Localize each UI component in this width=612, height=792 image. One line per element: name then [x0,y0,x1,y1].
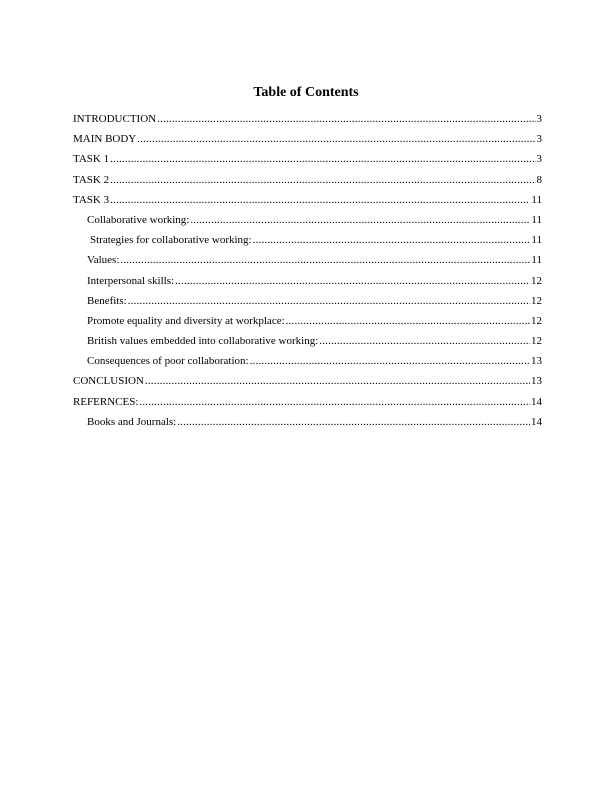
toc-list [73,112,542,435]
toc-dot-leader [157,112,535,126]
toc-entry-label: MAIN BODY [73,133,137,146]
toc-entry-page: 12 [531,314,542,327]
toc-entry-british-values[interactable] [73,334,542,354]
toc-title: Table of Contents [253,85,359,100]
toc-entry-task-1[interactable] [73,152,542,172]
toc-entry-collaborative-working[interactable] [73,213,542,233]
toc-entry-label: British values embedded into collaborative working: [87,335,319,348]
toc-entry-books-journals[interactable] [73,415,542,435]
toc-entry-conclusion[interactable] [73,374,542,394]
toc-entry-label: CONCLUSION [73,375,144,388]
toc-entry-task-3[interactable] [73,193,542,213]
toc-entry-label: Books and Journals: [87,415,177,428]
toc-entry-page: 12 [531,335,542,348]
toc-entry-values[interactable] [73,253,542,273]
toc-dot-leader [120,253,530,267]
toc-entry-label: Interpersonal skills: [87,274,175,287]
toc-entry-strategies[interactable] [73,233,542,253]
toc-dot-leader [110,193,530,207]
toc-entry-page: 8 [536,173,542,186]
toc-entry-page: 3 [536,113,542,125]
toc-entry-label: TASK 2 [73,173,110,186]
toc-dot-leader [286,314,530,328]
toc-entry-label: Benefits: [87,294,127,307]
toc-dot-leader [110,173,535,187]
toc-dot-leader [177,415,530,429]
toc-dot-leader [319,334,530,348]
toc-dot-leader [137,132,535,146]
toc-dot-leader [190,213,530,227]
toc-dot-leader [253,233,531,247]
toc-entry-equality-diversity[interactable] [73,314,542,334]
toc-entry-references[interactable] [73,395,542,415]
toc-entry-page: 3 [536,133,542,146]
toc-entry-page: 14 [531,415,542,428]
toc-entry-page: 12 [531,294,542,307]
toc-entry-page: 11 [531,193,542,206]
toc-dot-leader [128,294,530,308]
toc-entry-label: TASK 3 [73,193,110,206]
toc-entry-label: INTRODUCTION [73,113,157,125]
toc-dot-leader [175,274,530,288]
toc-dot-leader [139,395,530,409]
toc-entry-label: REFERNCES: [73,395,139,408]
toc-entry-label: TASK 1 [73,153,110,166]
toc-entry-poor-collaboration[interactable] [73,354,542,374]
toc-entry-page: 13 [531,355,542,368]
toc-entry-task-2[interactable] [73,173,542,193]
toc-entry-label: Promote equality and diversity at workplace: [87,314,285,327]
toc-entry-page: 13 [531,375,542,388]
toc-entry-interpersonal-skills[interactable] [73,274,542,294]
toc-entry-label: Values: [87,254,120,267]
toc-dot-leader [250,354,530,368]
toc-entry-label: Strategies for collaborative working: [90,234,252,247]
toc-entry-page: 3 [536,153,542,166]
toc-dot-leader [110,152,535,166]
toc-entry-page: 12 [531,274,542,287]
toc-dot-leader [145,374,530,388]
toc-entry-page: 11 [531,234,542,247]
toc-entry-page: 14 [531,395,542,408]
toc-entry-main-body[interactable] [73,132,542,152]
toc-entry-introduction[interactable] [73,112,542,132]
toc-entry-label: Collaborative working: [87,213,190,226]
toc-entry-page: 11 [531,213,542,226]
toc-entry-label: Consequences of poor collaboration: [87,355,249,368]
toc-entry-page: 11 [531,254,542,267]
toc-entry-benefits[interactable] [73,294,542,314]
